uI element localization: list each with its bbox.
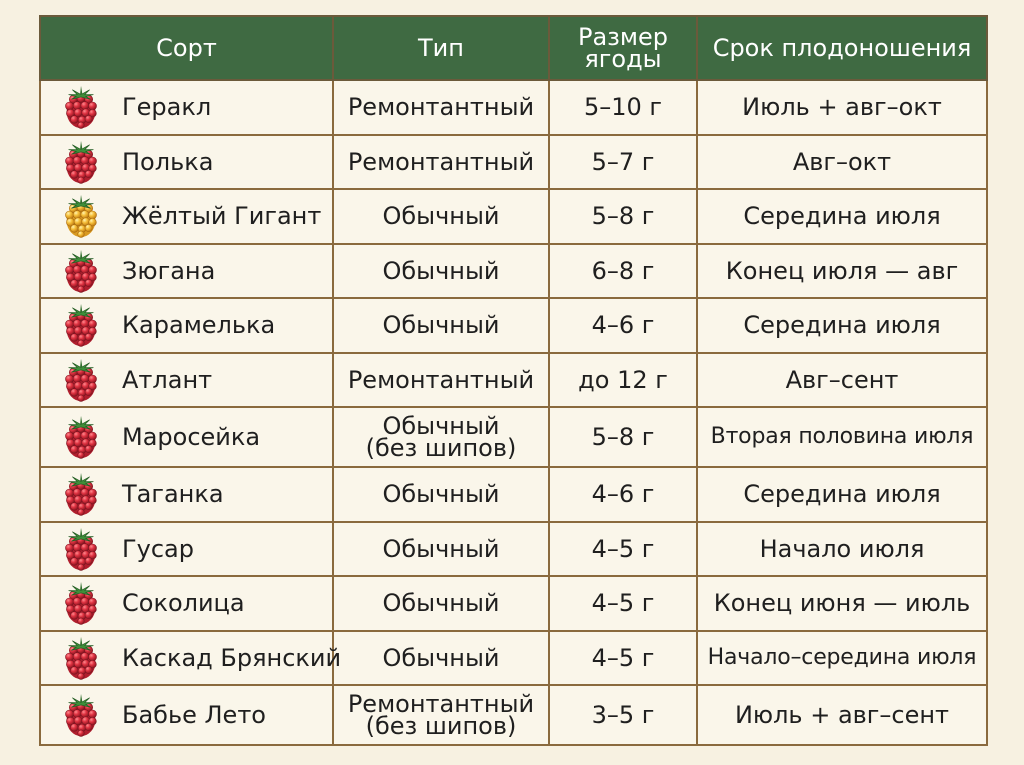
type-cell bbox=[333, 189, 549, 244]
type-cell bbox=[333, 80, 549, 135]
table-row bbox=[40, 353, 987, 408]
fruiting-period-cell: Середина июля bbox=[697, 189, 987, 244]
type-text: Обычный bbox=[382, 534, 500, 563]
table-body bbox=[40, 80, 987, 745]
raspberry-varieties-table bbox=[39, 15, 988, 746]
type-cell bbox=[333, 522, 549, 577]
table-row bbox=[40, 135, 987, 190]
table-row bbox=[40, 685, 987, 745]
variety-name: Жёлтый Гигант bbox=[122, 202, 322, 231]
type-cell bbox=[333, 576, 549, 631]
berry-size-cell: 4–5 г bbox=[549, 576, 697, 631]
berry-size-cell: до 12 г bbox=[549, 353, 697, 408]
table-row bbox=[40, 244, 987, 299]
variety-name: Гусар bbox=[122, 534, 194, 563]
type-line1: Обычный bbox=[382, 411, 500, 440]
red-raspberry-icon bbox=[61, 414, 101, 460]
table-row bbox=[40, 522, 987, 577]
type-text: Обычный bbox=[382, 643, 500, 672]
variety-name: Зюгана bbox=[122, 256, 216, 285]
header-type: Тип bbox=[333, 16, 549, 80]
type-line2: (без шипов) bbox=[365, 711, 517, 740]
variety-cell-content bbox=[41, 193, 332, 239]
type-text: Обычный bbox=[382, 256, 500, 285]
berry-size-cell: 5–10 г bbox=[549, 80, 697, 135]
variety-name: Карамелька bbox=[122, 311, 276, 340]
variety-cell bbox=[40, 135, 333, 190]
variety-cell-content bbox=[41, 526, 332, 572]
fruiting-period-cell: Вторая половина июля bbox=[697, 407, 987, 467]
raspberry-varieties-table-container bbox=[39, 15, 986, 746]
berry-size-cell: 4–6 г bbox=[549, 298, 697, 353]
variety-cell-content bbox=[41, 357, 332, 403]
berry-size-cell: 4–5 г bbox=[549, 631, 697, 686]
table-row bbox=[40, 467, 987, 522]
type-text: Обычный bbox=[382, 202, 500, 231]
fruiting-period-cell: Середина июля bbox=[697, 298, 987, 353]
variety-cell bbox=[40, 631, 342, 686]
variety-cell bbox=[40, 298, 333, 353]
red-raspberry-icon bbox=[61, 302, 101, 348]
variety-name: Соколица bbox=[122, 589, 245, 618]
type-cell bbox=[333, 298, 549, 353]
header-size-line2: ягоды bbox=[584, 44, 662, 73]
type-text: Ремонтантный bbox=[347, 147, 535, 176]
fruiting-period-cell: Начало июля bbox=[697, 522, 987, 577]
yellow-raspberry-icon bbox=[61, 193, 101, 239]
type-cell bbox=[333, 685, 549, 745]
table-row bbox=[40, 631, 987, 686]
red-raspberry-icon bbox=[61, 139, 101, 185]
red-raspberry-icon bbox=[61, 580, 101, 626]
type-cell bbox=[333, 244, 549, 299]
header-row bbox=[40, 16, 987, 80]
fruiting-period-cell: Конец июня — июль bbox=[697, 576, 987, 631]
table-row bbox=[40, 407, 987, 467]
type-cell bbox=[333, 135, 549, 190]
fruiting-period-cell: Начало–середина июля bbox=[697, 631, 987, 686]
berry-size-cell: 3–5 г bbox=[549, 685, 697, 745]
type-text: Ремонтантный bbox=[347, 365, 535, 394]
header-variety: Сорт bbox=[40, 16, 333, 80]
table-row bbox=[40, 80, 987, 135]
berry-size-cell: 5–7 г bbox=[549, 135, 697, 190]
variety-cell-content bbox=[41, 414, 332, 460]
fruiting-period-cell: Авг–окт bbox=[697, 135, 987, 190]
variety-name: Атлант bbox=[122, 365, 213, 394]
red-raspberry-icon bbox=[61, 526, 101, 572]
variety-cell-content bbox=[41, 635, 342, 681]
variety-cell-content bbox=[41, 580, 332, 626]
type-text bbox=[365, 411, 517, 462]
berry-size-cell: 5–8 г bbox=[549, 407, 697, 467]
variety-cell-content bbox=[41, 139, 332, 185]
variety-name: Бабье Лето bbox=[122, 701, 266, 729]
table-row bbox=[40, 298, 987, 353]
variety-cell-content bbox=[41, 84, 332, 130]
variety-name: Полька bbox=[122, 147, 214, 176]
variety-cell-content bbox=[41, 248, 332, 294]
red-raspberry-icon bbox=[61, 84, 101, 130]
fruiting-period-cell: Конец июля — авг bbox=[697, 244, 987, 299]
type-text: Обычный bbox=[382, 311, 500, 340]
type-text: Ремонтантный bbox=[347, 93, 535, 122]
type-cell bbox=[333, 353, 549, 408]
variety-cell bbox=[40, 244, 333, 299]
variety-cell bbox=[40, 80, 333, 135]
type-cell bbox=[333, 631, 549, 686]
variety-name: Геракл bbox=[122, 93, 212, 122]
header-berry-size-text bbox=[577, 22, 669, 73]
variety-cell-content bbox=[41, 692, 332, 738]
variety-cell bbox=[40, 576, 333, 631]
variety-name: Маросейка bbox=[122, 423, 261, 451]
fruiting-period-cell: Июль + авг–окт bbox=[697, 80, 987, 135]
variety-cell bbox=[40, 407, 333, 467]
type-cell bbox=[333, 407, 549, 467]
type-line2: (без шипов) bbox=[365, 433, 517, 462]
variety-name: Таганка bbox=[122, 480, 224, 509]
header-fruiting-period: Срок плодоношения bbox=[697, 16, 987, 80]
fruiting-period-cell: Середина июля bbox=[697, 467, 987, 522]
berry-size-cell: 6–8 г bbox=[549, 244, 697, 299]
berry-size-cell: 4–5 г bbox=[549, 522, 697, 577]
type-line1: Ремонтантный bbox=[347, 689, 535, 718]
header-berry-size bbox=[549, 16, 697, 80]
variety-cell bbox=[40, 353, 333, 408]
berry-size-cell: 4–6 г bbox=[549, 467, 697, 522]
red-raspberry-icon bbox=[61, 248, 101, 294]
fruiting-period-cell: Авг–сент bbox=[697, 353, 987, 408]
variety-cell bbox=[40, 685, 333, 745]
fruiting-period-cell: Июль + авг–сент bbox=[697, 685, 987, 745]
type-cell bbox=[333, 467, 549, 522]
type-text: Обычный bbox=[382, 480, 500, 509]
type-text: Обычный bbox=[382, 589, 500, 618]
table-row bbox=[40, 576, 987, 631]
variety-cell-content bbox=[41, 471, 332, 517]
variety-name: Каскад Брянский bbox=[122, 643, 342, 672]
red-raspberry-icon bbox=[61, 635, 101, 681]
red-raspberry-icon bbox=[61, 692, 101, 738]
header-size-line1: Размер bbox=[577, 22, 669, 51]
variety-cell bbox=[40, 189, 333, 244]
variety-cell bbox=[40, 467, 333, 522]
table-row bbox=[40, 189, 987, 244]
berry-size-cell: 5–8 г bbox=[549, 189, 697, 244]
red-raspberry-icon bbox=[61, 357, 101, 403]
type-text bbox=[347, 689, 535, 740]
red-raspberry-icon bbox=[61, 471, 101, 517]
variety-cell bbox=[40, 522, 333, 577]
variety-cell-content bbox=[41, 302, 332, 348]
